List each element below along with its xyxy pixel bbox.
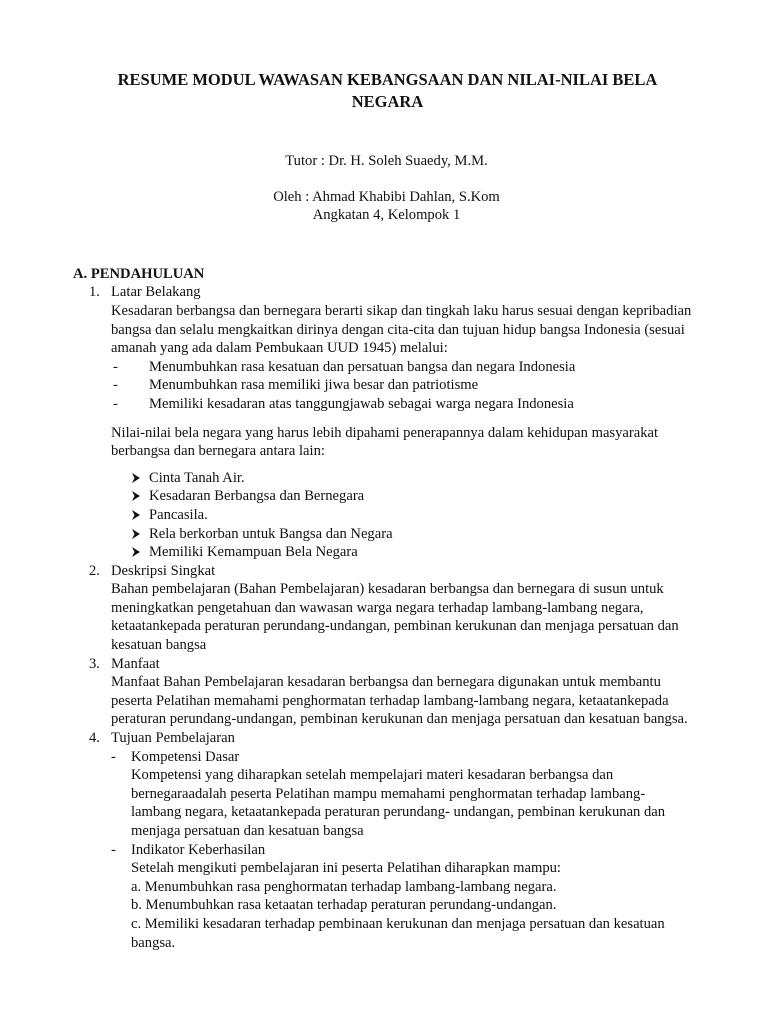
item-number: 4. (89, 730, 100, 747)
arrow-bullet-icon (131, 491, 141, 501)
dash-marker: - (113, 377, 118, 394)
dash-marker: - (111, 748, 116, 765)
group-line: Angkatan 4, Kelompok 1 (312, 207, 461, 224)
sub-item-kompetensi-dasar (111, 748, 692, 841)
item-number: 2. (89, 562, 100, 579)
paragraph-manfaat: Manfaat Bahan Pembelajaran kesadaran berbangsa dan bernegara digunakan untuk membantu peserta Pelatihan memahami penghormatan terhadap lambang-lambang negara, ketaatankepada peraturan perundang-undangan, pembinan kerukunan dan menjaga persatuan dan kesatuan bangsa. (111, 674, 688, 728)
dash-marker: - (111, 841, 116, 858)
sub-item-title: Kompetensi Dasar (131, 748, 240, 765)
arrow-list-item: Pancasila. (111, 506, 692, 525)
item-title: Latar Belakang (111, 284, 201, 301)
item-title: Manfaat (111, 655, 160, 672)
arrow-bullet-list (111, 469, 692, 562)
arrow-list-item: Rela berkorban untuk Bangsa dan Negara (111, 525, 692, 544)
sub-item-title: Indikator Keberhasilan (131, 841, 266, 858)
item-number: 1. (89, 284, 100, 301)
document-title: RESUME MODUL WAWASAN KEBANGSAAN DAN NILAI-NILAI BELA NEGARA (117, 70, 658, 111)
paragraph-indikator: Setelah mengikuti pembelajaran ini peserta Pelatihan diharapkan mampu: (131, 860, 561, 877)
arrow-list-item: Cinta Tanah Air. (111, 469, 692, 488)
indicator-point: c. Memiliki kesadaran terhadap pembinaan kerukunan dan menjaga persatuan dan kesatuan bangsa. (131, 915, 665, 951)
tutor-line: Tutor : Dr. H. Soleh Suaedy, M.M. (285, 153, 488, 169)
indicator-point: b. Menumbuhkan rasa ketaatan terhadap peraturan perundang-undangan. (131, 897, 557, 914)
item-title: Deskripsi Singkat (111, 562, 216, 579)
dash-marker: - (113, 358, 118, 375)
arrow-list-item: Memiliki Kemampuan Bela Negara (111, 543, 692, 562)
paragraph-kompetensi: Kompetensi yang diharapkan setelah mempelajari materi kesadaran berbangsa dan bernegaraadalah peserta Pelatihan mampu memahami penghormatan terhadap lambang-lambang negara, ketaatankepada peraturan perundang- undangan, pembinan kerukunan dan menjaga persatuan dan kesatuan bangsa (131, 767, 666, 839)
sub-item-indikator-keberhasilan (111, 841, 692, 953)
paragraph-nilai-bela-negara: Nilai-nilai bela negara yang harus lebih dipahami penerapannya dalam kehidupan masyarakat berbangsa dan bernegara antara lain: (111, 424, 659, 460)
arrow-bullet-icon (131, 529, 141, 539)
section-heading-pendahuluan: A. PENDAHULUAN (73, 265, 205, 282)
numbered-item-tujuan-pembelajaran (73, 729, 692, 952)
indicator-point: a. Menumbuhkan rasa penghormatan terhadap lambang-lambang negara. (131, 878, 557, 895)
arrow-bullet-icon (131, 473, 141, 483)
arrow-list-item: Kesadaran Berbangsa dan Bernegara (111, 487, 692, 506)
arrow-bullet-icon (131, 510, 141, 520)
item-number: 3. (89, 655, 100, 672)
arrow-bullet-icon (131, 547, 141, 557)
item-title: Tujuan Pembelajaran (111, 730, 235, 747)
numbered-item-deskripsi-singkat (73, 562, 692, 655)
dash-marker: - (113, 395, 118, 412)
numbered-item-manfaat (73, 655, 692, 729)
author-line: Oleh : Ahmad Khabibi Dahlan, S.Kom (273, 188, 500, 205)
dash-list-item: - Memiliki kesadaran atas tanggungjawab sebagai warga negara Indonesia (113, 395, 574, 412)
paragraph-latar-belakang: Kesadaran berbangsa dan bernegara berarti sikap dan tingkah laku harus sesuai dengan kepribadian bangsa dan selalu mengkaitkan dirinya dengan cita-cita dan tujuan hidup bangsa Indonesia (sesuai amanah yang ada dalam Pembukaan UUD 1945) melalui: (111, 302, 692, 357)
numbered-item-latar-belakang (73, 283, 692, 561)
paragraph-deskripsi: Bahan pembelajaran (Bahan Pembelajaran) kesadaran berbangsa dan bernegara di susun untuk meningkatkan pengetahuan dan wawasan warga negara terhadap lambang-lambang negara, ketaatankepada peraturan perundang-undangan, pembinan kerukunan dan menjaga persatuan dan kesatuan bangsa (111, 581, 679, 654)
dash-list-item: - Menumbuhkan rasa kesatuan dan persatuan bangsa dan negara Indonesia (113, 358, 576, 375)
dash-list-item: - Menumbuhkan rasa memiliki jiwa besar dan patriotisme (113, 377, 479, 394)
